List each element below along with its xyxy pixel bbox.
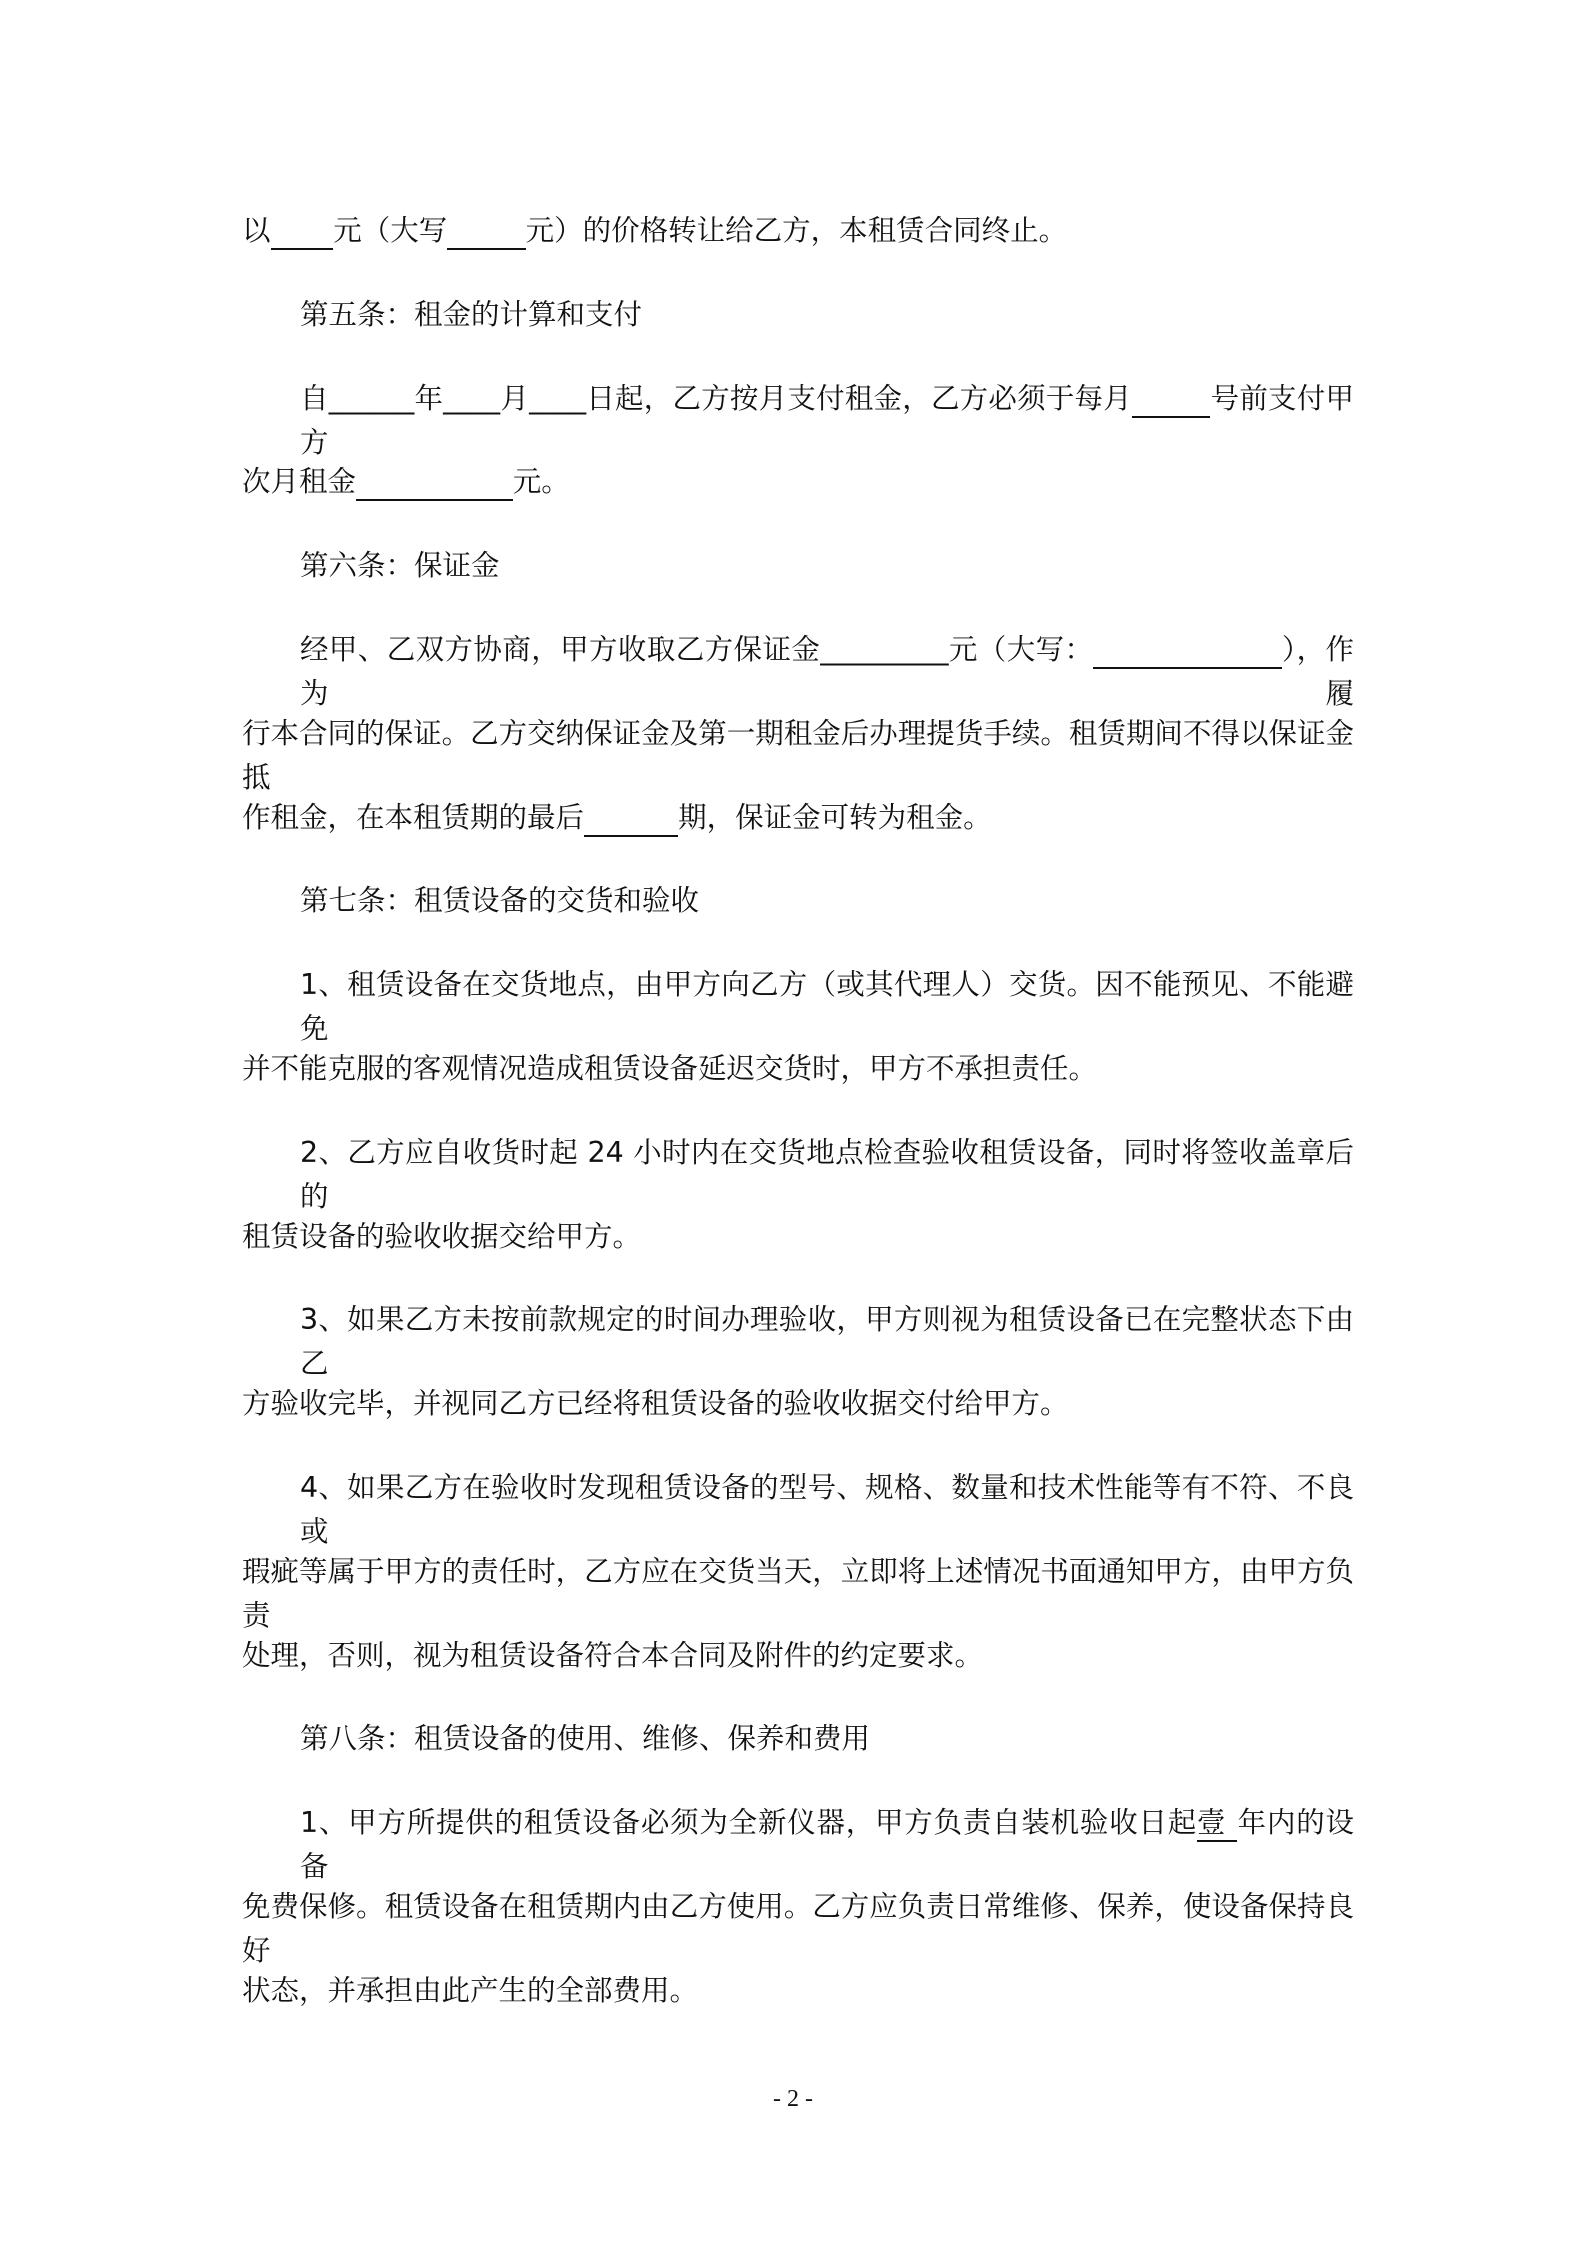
text-line [242,1382,1354,1426]
text-line [300,377,1354,459]
fill-in-blank [584,801,678,837]
text-segment: 自______年____月____日起，乙方按月支付租金，乙方必须于每月 [300,381,1132,415]
text-segment: 2、乙方应自收货时起 24 小时内在交货地点检查验收租赁设备，同时将签收盖章后的 [300,1135,1354,1213]
text-line [300,1717,1354,1761]
fill-in-blank [1132,382,1210,418]
text-line [300,963,1354,1046]
text-segment: 作租金，在本租赁期的最后 [242,800,585,834]
text-line [242,1047,1354,1091]
text-segment: 次月租金 [242,465,357,499]
text-line [242,1215,1354,1259]
text-line [242,1550,1354,1632]
text-segment: 处理，否则，视为租赁设备符合本合同及附件的约定要求。 [242,1638,984,1672]
text-line [300,879,1354,923]
text-segment: 方验收完毕，并视同乙方已经将租赁设备的验收收据交付给甲方。 [242,1387,1069,1421]
text-segment: 1、租赁设备在交货地点，由甲方向乙方（或其代理人）交货。因不能预见、不能避免 [300,968,1354,1046]
fill-in-blank [356,465,513,501]
text-line [300,293,1354,337]
text-segment: 3、如果乙方未按前款规定的时间办理验收，甲方则视为租赁设备已在完整状态下由乙 [300,1303,1354,1381]
fill-in-blank [447,214,525,250]
text-segment: 第六条：保证金 [300,549,500,583]
text-line [300,1801,1354,1884]
text-line [242,209,1354,253]
text-segment: 元（大写 [333,214,448,247]
text-line [300,544,1354,588]
fill-in-blank [1093,633,1281,669]
text-segment: 状态，并承担由此产生的全部费用。 [242,1973,699,2007]
text-line [300,1466,1354,1548]
fill-in-blank [271,214,334,250]
page-number: - 2 - [773,2086,813,2112]
text-line [242,460,1354,504]
fill-in-blank: 壹 [1197,1806,1237,1842]
text-segment: 免费保修。租赁设备在租赁期内由乙方使用。乙方应负责日常维修、保养，使设备保持良好 [242,1890,1354,1967]
text-segment: 行本合同的保证。乙方交纳保证金及第一期租金后办理提货手续。租赁期间不得以保证金抵 [242,716,1354,794]
text-line [242,1969,1354,2013]
text-segment: 第八条：租赁设备的使用、维修、保养和费用 [300,1722,871,1756]
text-line [242,712,1354,794]
text-line [300,1131,1354,1213]
text-segment: 年内的设备 [300,1806,1354,1884]
text-line [242,1634,1354,1678]
text-segment: 元。 [512,465,570,499]
text-segment: 号前支付甲方 [300,381,1354,459]
text-segment: 4、如果乙方在验收时发现租赁设备的型号、规格、数量和技术性能等有不符、不良或 [300,1471,1354,1548]
text-segment: 期，保证金可转为租金。 [678,800,992,834]
text-segment: ），作为履 [300,633,1354,710]
text-segment: 1、甲方所提供的租赁设备必须为全新仪器，甲方负责自装机验收日起 [300,1806,1198,1840]
text-segment: 第五条：租金的计算和支付 [300,297,643,331]
text-segment: 经甲、乙双方协商，甲方收取乙方保证金_________元（大写： [300,633,1094,666]
text-segment: 第七条：租赁设备的交货和验收 [300,884,700,918]
text-line [242,796,1354,840]
text-segment: 元）的价格转让给乙方，本租赁合同终止。 [525,214,1068,247]
text-segment: 租赁设备的验收收据交给甲方。 [242,1219,642,1253]
text-segment: 以 [242,214,271,247]
text-line [300,1298,1354,1381]
text-segment: 瑕疵等属于甲方的责任时，乙方应在交货当天，立即将上述情况书面通知甲方，由甲方负责 [242,1554,1354,1632]
text-line [242,1885,1354,1967]
text-line [300,628,1354,710]
text-segment: 并不能克服的客观情况造成租赁设备延迟交货时，甲方不承担责任。 [242,1052,1098,1085]
